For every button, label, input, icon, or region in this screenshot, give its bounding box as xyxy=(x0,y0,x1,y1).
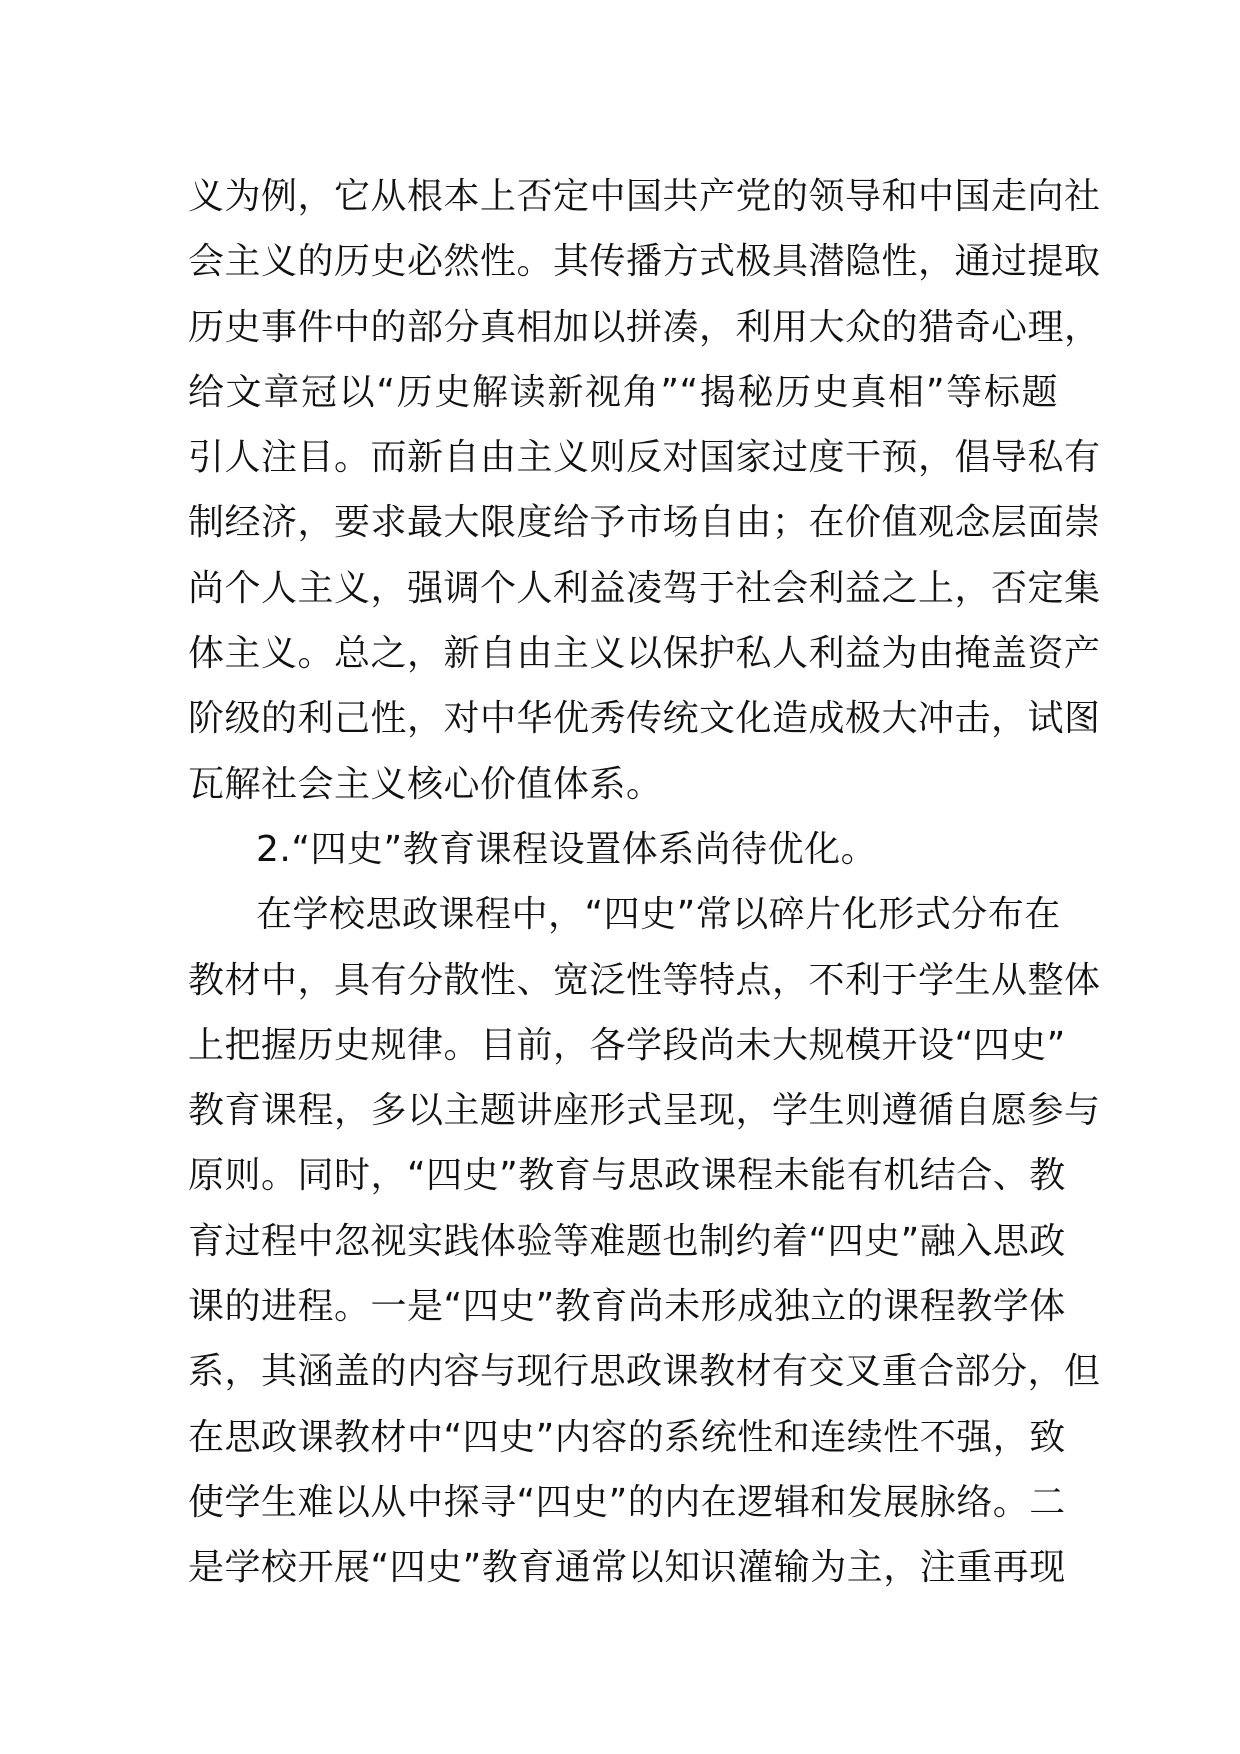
text-line: 原则。同时，“四史”教育与思政课程未能有机结合、教 xyxy=(188,1155,1066,1197)
text-line: 给文章冠以“历史解读新视角”“揭秘历史真相”等标题 xyxy=(188,371,1058,413)
text-line: 义为例，它从根本上否定中国共产党的领导和中国走向社 xyxy=(188,176,1101,217)
text-line: 历史事件中的部分真相加以拼凑，利用大众的猎奇心理， xyxy=(188,306,1101,348)
text-line: 制经济，要求最大限度给予市场自由；在价值观念层面崇 xyxy=(188,502,1101,544)
text-line: 课的进程。一是“四史”教育尚未形成独立的课程教学体 xyxy=(188,1286,1066,1328)
text-line: 教育课程，多以主题讲座形式呈现，学生则遵循自愿参与 xyxy=(188,1090,1101,1132)
section-heading: 2.“四史”教育课程设置体系尚待优化。 xyxy=(256,828,878,870)
text-line: 尚个人主义，强调个人利益凌驾于社会利益之上，否定集 xyxy=(188,567,1101,609)
text-line: 体主义。总之，新自由主义以保护私人利益为由掩盖资产 xyxy=(188,633,1101,675)
text-line: 引人注目。而新自由主义则反对国家过度干预，倡导私有 xyxy=(188,437,1101,479)
text-line: 使学生难以从中探寻“四史”的内在逻辑和发展脉络。二 xyxy=(188,1481,1066,1523)
text-line: 教材中，具有分散性、宽泛性等特点，不利于学生从整体 xyxy=(188,959,1101,1001)
text-line: 阶级的利己性，对中华优秀传统文化造成极大冲击，试图 xyxy=(188,698,1101,740)
paragraph-end-line: 瓦解社会主义核心价值体系。 xyxy=(188,763,663,805)
text-line: 系，其涵盖的内容与现行思政课教材有交叉重合部分，但 xyxy=(188,1351,1101,1393)
text-line: 是学校开展“四史”教育通常以知识灌输为主，注重再现 xyxy=(188,1547,1066,1589)
text-line: 在思政课教材中“四史”内容的系统性和连续性不强，致 xyxy=(188,1416,1066,1458)
body-text xyxy=(188,164,1101,1601)
text-line: 会主义的历史必然性。其传播方式极具潜隐性，通过提取 xyxy=(188,241,1101,283)
text-line: 上把握历史规律。目前，各学段尚未大规模开设“四史” xyxy=(188,1024,1066,1066)
text-line: 育过程中忽视实践体验等难题也制约着“四史”融入思政 xyxy=(188,1220,1066,1262)
paragraph-first-line: 在学校思政课程中，“四史”常以碎片化形式分布在 xyxy=(256,894,1061,936)
